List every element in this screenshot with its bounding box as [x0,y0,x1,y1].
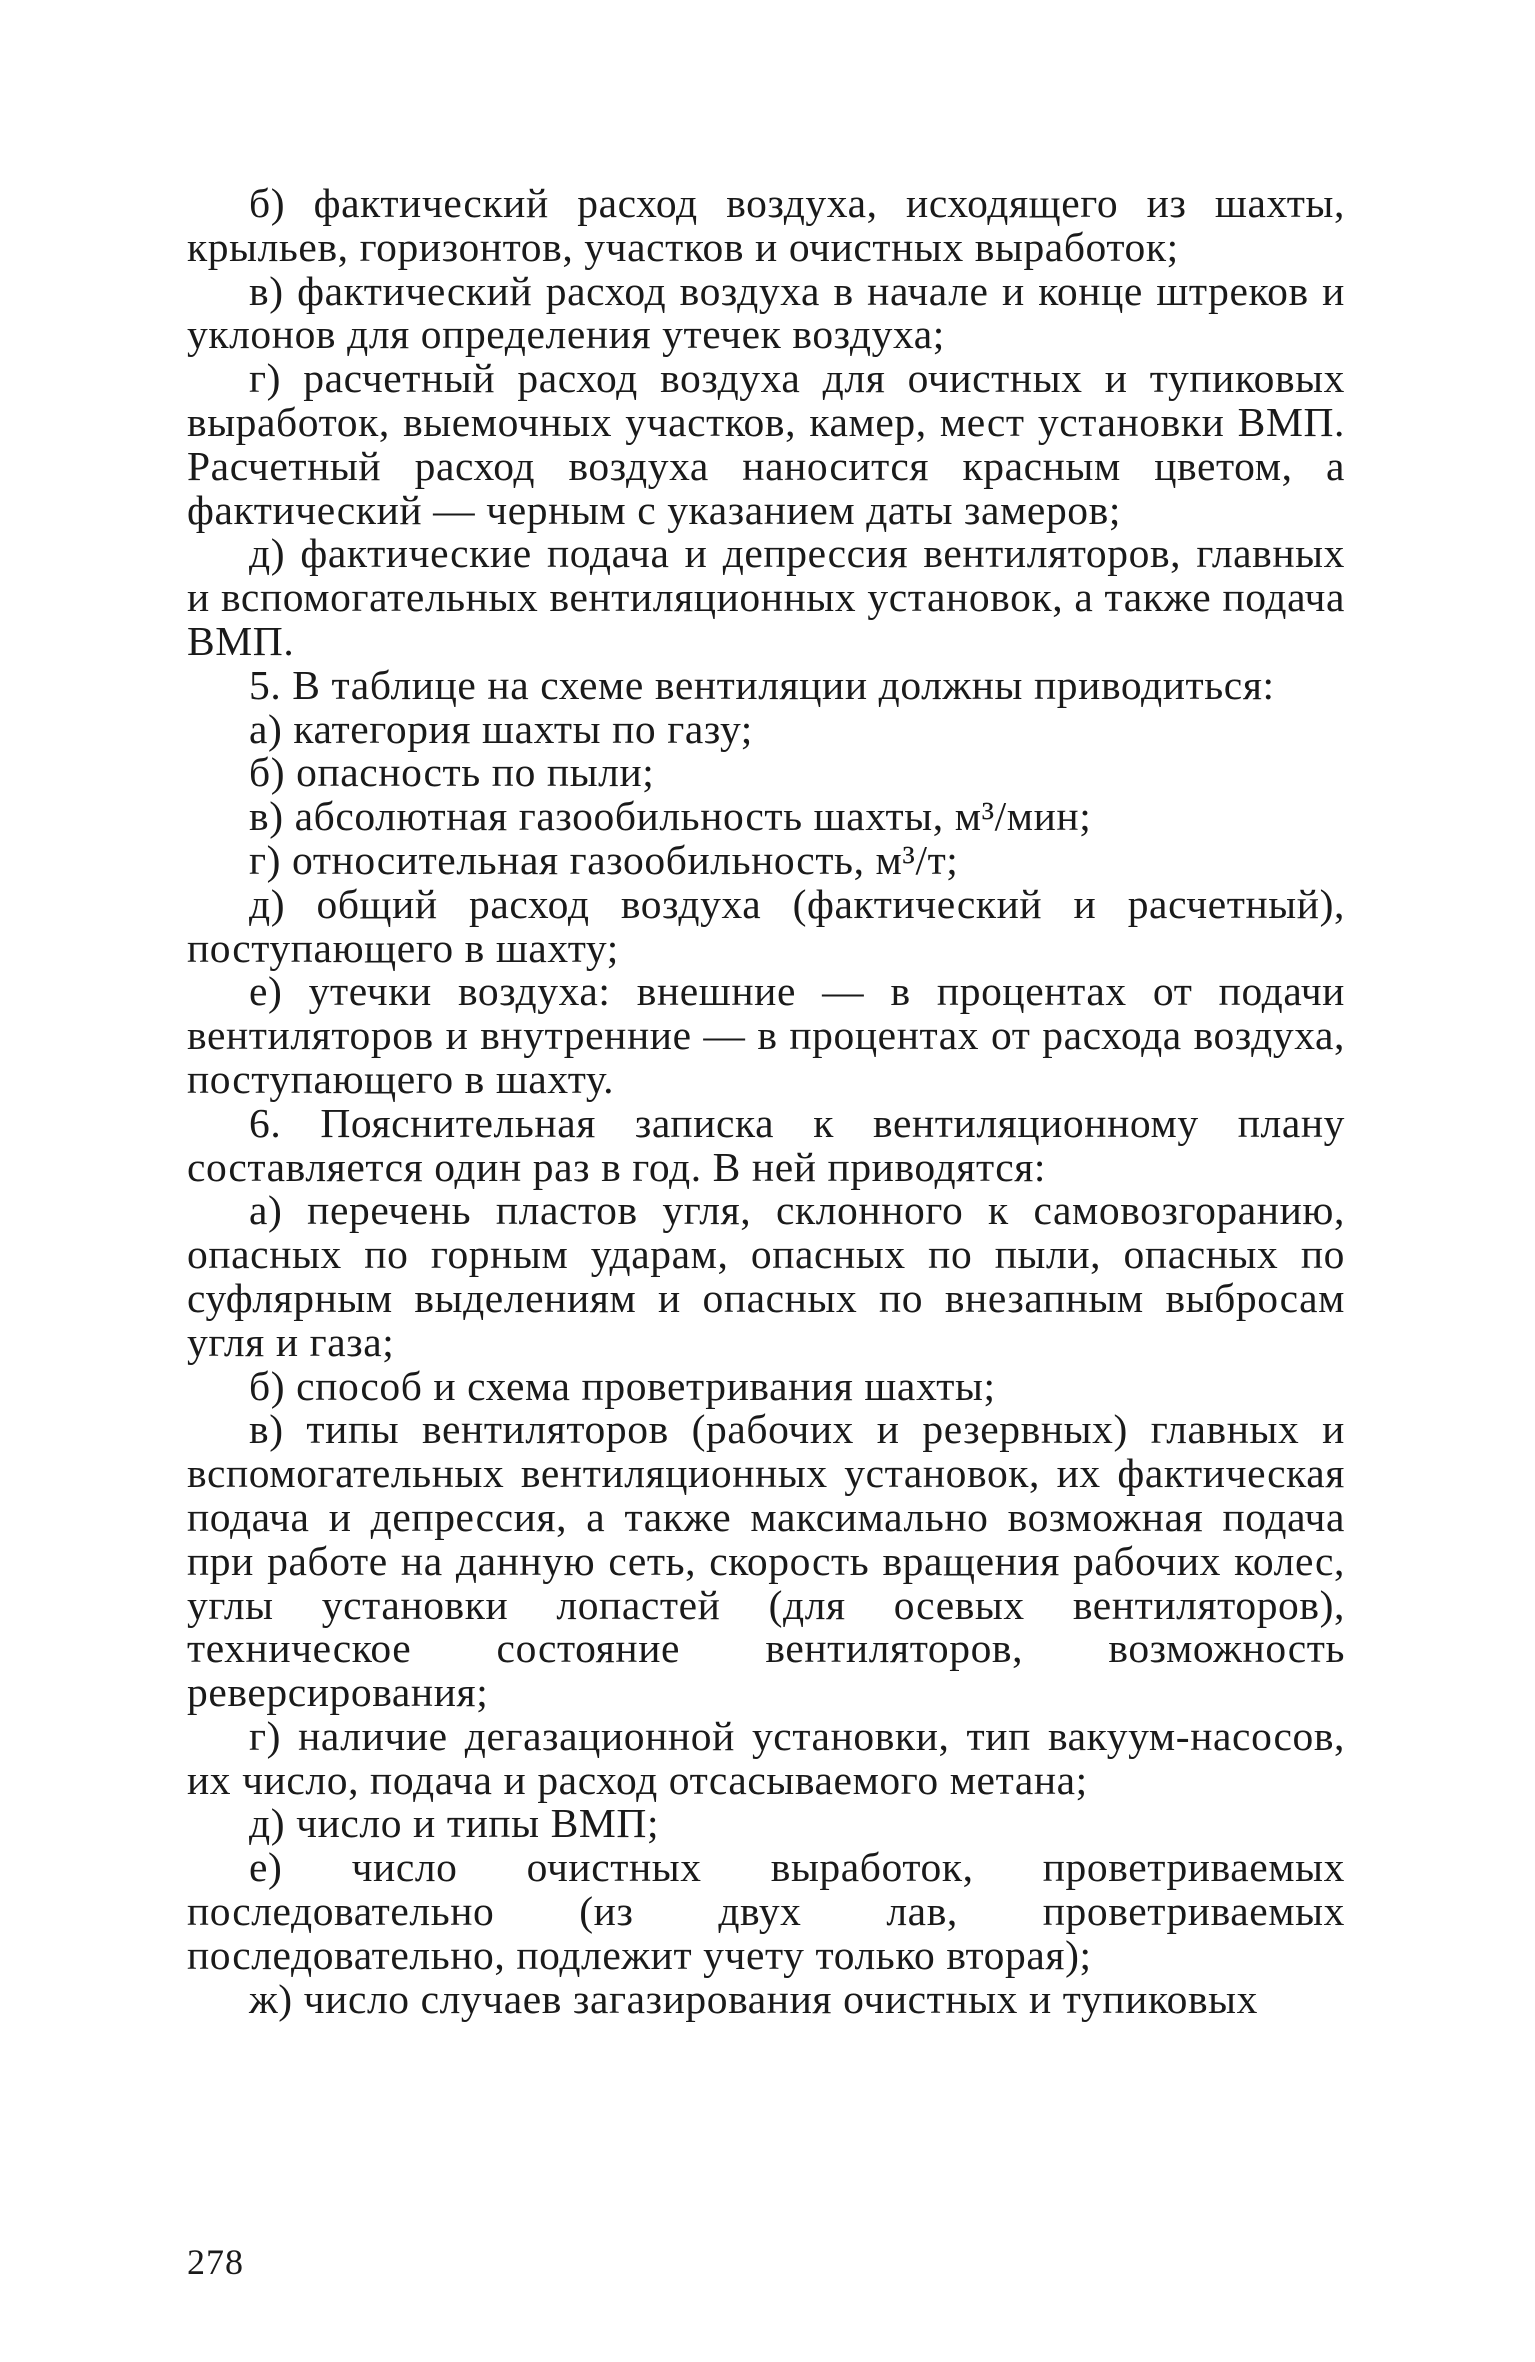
paragraph-air-flow-outgoing: б) фактический расход воздуха, исходящего из шахты, крыльев, горизонтов, участков и очистных выработок; [187,180,1345,270]
paragraph-ventilation-method: б) способ и схема проветривания шахты; [249,1362,996,1409]
paragraph-fan-supply: д) фактические подача и депрессия вентиляторов, главных и вспомогательных вентиляционных установок, а также подача ВМП. [187,530,1345,664]
paragraph-absolute-gas: в) абсолютная газообильность шахты, м³/мин; [249,793,1092,840]
body-text [187,182,1345,2021]
page-number: 278 [187,2242,244,2282]
paragraph-calculated-air-flow: г) расчетный расход воздуха для очистных и тупиковых выработок, выемочных участков, камер, мест установки ВМП. Расчетный расход воздуха наносится красным цветом, а фактический — черным с указанием даты замеров; [187,355,1345,533]
paragraph-vmp-count: д) число и типы ВМП; [249,1800,660,1847]
paragraph-section-6: 6. Пояснительная записка к вентиляционному плану составляется один раз в год. В ней приводятся: [187,1099,1345,1190]
paragraph-gas-category: а) категория шахты по газу; [249,705,753,752]
paragraph-coal-seams: а) перечень пластов угля, склонного к самовозгоранию, опасных по горным ударам, опасных по пыли, опасных по суфлярным выделениям и опасных по внезапным выбросам угля и газа; [187,1187,1345,1365]
paragraph-air-leaks: е) утечки воздуха: внешние — в процентах от подачи вентиляторов и внутренние — в процентах от расхода воздуха, поступающего в шахту. [187,968,1345,1102]
paragraph-degassing: г) наличие дегазационной установки, тип вакуум-насосов, их число, подача и расход отсасываемого метана; [187,1712,1345,1803]
book-page [187,182,1345,2282]
paragraph-section-5: 5. В таблице на схеме вентиляции должны приводиться: [249,661,1275,708]
paragraph-fan-types: в) типы вентиляторов (рабочих и резервных) главных и вспомогательных вентиляционных установок, их фактическая подача и депрессия, а также максимально возможная подача при работе на данную сеть, скорость вращения рабочих колес, углы установки лопастей (для осевых вентиляторов), техническое состояние вентиляторов, возможность реверсирования; [187,1406,1345,1716]
paragraph-gassing-cases: ж) число случаев загазирования очистных и тупиковых [249,1975,1258,2022]
paragraph-relative-gas: г) относительная газообильность, м³/т; [249,836,959,883]
paragraph-dust-hazard: б) опасность по пыли; [249,749,655,796]
paragraph-stope-count: е) число очистных выработок, проветриваемых последовательно (из двух лав, проветриваемых последовательно, подлежит учету только вторая); [187,1844,1345,1978]
paragraph-total-air-flow: д) общий расход воздуха (фактический и расчетный), поступающего в шахту; [187,880,1345,971]
paragraph-air-flow-drifts: в) фактический расход воздуха в начале и конце штреков и уклонов для определения утечек воздуха; [187,267,1345,358]
